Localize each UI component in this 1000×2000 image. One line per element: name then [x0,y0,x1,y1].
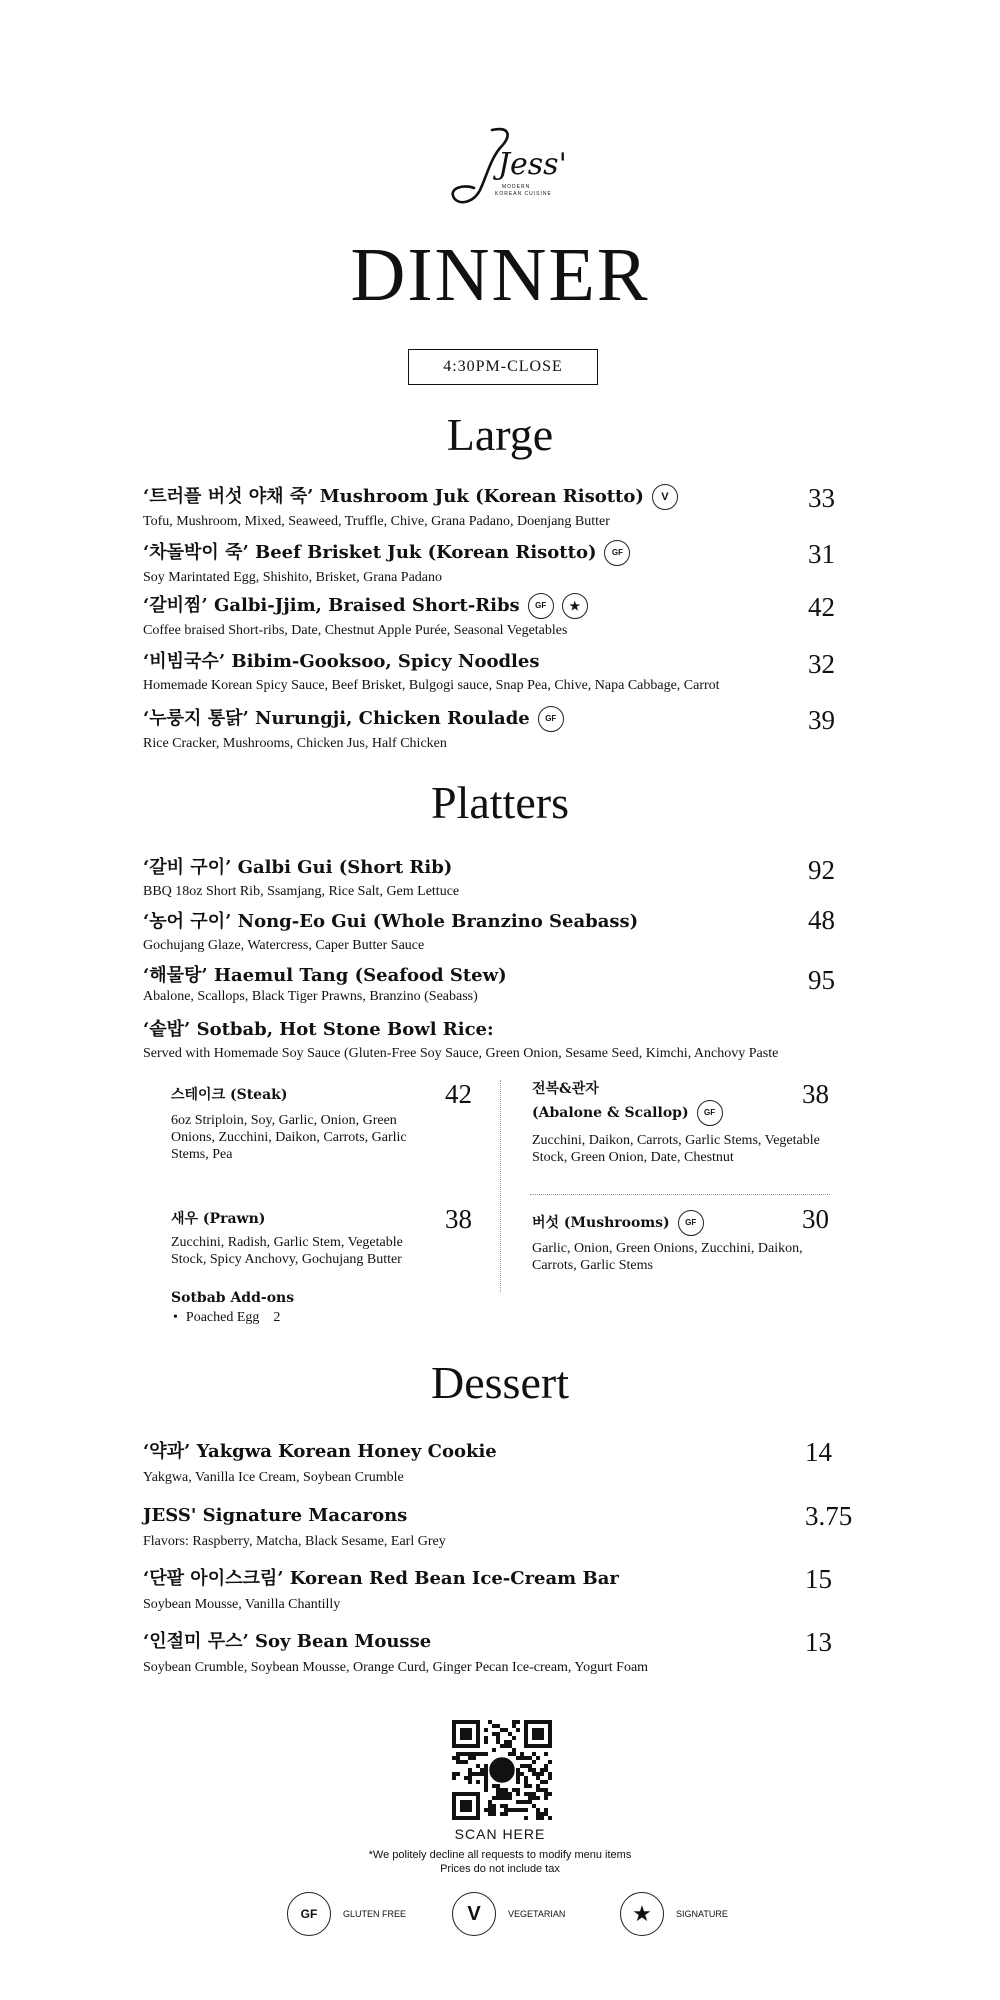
item-price: 33 [808,483,835,513]
option-name: (Abalone & Scallop) [532,1105,689,1121]
item-price: 42 [808,592,835,622]
sotbab-option [532,1080,822,1166]
gluten-free-badge-icon: GF [604,540,630,566]
item-price: 13 [805,1627,832,1657]
item-description: Served with Homemade Soy Sauce (Gluten-Free Soy Sauce, Green Onion, Sesame Seed, Kimchi, Anchovy Paste [143,1046,779,1061]
item-description: Soybean Crumble, Soybean Mousse, Orange Curd, Ginger Pecan Ice-cream, Yogurt Foam [143,1660,649,1675]
item-description: Rice Cracker, Mushrooms, Chicken Jus, Half Chicken [143,736,447,751]
menu-title: DINNER [350,233,650,317]
menu-item [143,856,863,901]
sotbab-addons [171,1290,471,1326]
item-price: 48 [808,905,835,935]
option-description: 6oz Striploin, Soy, Garlic, Onion, Green Onions, Zucchini, Daikon, Carrots, Garlic Stems, Pea [171,1113,407,1162]
item-description: Homemade Korean Spicy Sauce, Beef Brisket, Bulgogi sauce, Snap Pea, Chive, Napa Cabbage, Carrot [143,678,720,693]
item-price: 92 [808,855,835,885]
legend-signature [620,1892,728,1936]
item-description: Soy Marintated Egg, Shishito, Brisket, Grana Padano [143,570,443,585]
addon-name: Poached Egg [185,1310,260,1325]
scan-here-label: SCAN HERE [454,1826,546,1842]
menu-item [143,706,863,753]
item-description: Coffee braised Short-ribs, Date, Chestnut Apple Purée, Seasonal Vegetables [143,623,568,638]
option-description: Zucchini, Radish, Garlic Stem, Vegetable Stock, Spicy Anchovy, Gochujang Butter [171,1235,403,1267]
item-name: ‘누룽지 통닭’ Nurungji, Chicken Roulade [143,708,530,729]
hours-box: 4:30PM-CLOSE [408,349,598,385]
item-description: Yakgwa, Vanilla Ice Cream, Soybean Crumble [143,1470,404,1485]
signature-star-icon: ★ [620,1892,664,1936]
menu-item [143,910,863,955]
grid-divider-horizontal [530,1194,830,1195]
menu-item [143,1018,863,1063]
tax-note: Prices do not include tax [440,1863,560,1875]
gluten-free-badge-icon: GF [678,1210,704,1236]
logo-sub-1: MODERN [502,184,531,190]
section-heading-large: Large [446,409,554,460]
item-price: 3.75 [805,1501,853,1531]
legend-label: SIGNATURE [676,1909,728,1919]
item-name: ‘약과’ Yakgwa Korean Honey Cookie [143,1441,497,1462]
gluten-free-badge-icon: GF [528,593,554,619]
addon-item: • Poached Egg 2 [173,1310,281,1325]
gluten-free-icon: GF [287,1892,331,1936]
item-price: 31 [808,539,835,569]
item-price: 95 [808,965,835,995]
legend-label: VEGETARIAN [508,1909,566,1919]
vegetarian-badge-icon: V [652,484,678,510]
item-name: ‘솥밥’ Sotbab, Hot Stone Bowl Rice: [143,1019,494,1040]
logo-sub-2: KOREAN CUISINE [495,191,552,197]
legend-gluten-free [287,1892,406,1936]
grid-divider-vertical [500,1080,501,1292]
item-description: Abalone, Scallops, Black Tiger Prawns, Branzino (Seabass) [143,989,478,1004]
item-name: JESS' Signature Macarons [143,1505,408,1526]
legend-label: GLUTEN FREE [343,1909,407,1919]
sotbab-option [171,1210,441,1268]
item-description: Soybean Mousse, Vanilla Chantilly [143,1597,341,1612]
menu-item [143,484,863,531]
menu-item [143,1501,863,1551]
option-price: 38 [445,1204,472,1234]
item-price: 14 [805,1437,832,1467]
item-name: ‘단팥 아이스크림’ Korean Red Bean Ice-Cream Bar [143,1568,619,1589]
sotbab-option [171,1086,441,1163]
vegetarian-icon: V [452,1892,496,1936]
menu-item [143,1627,863,1677]
item-name: ‘갈비 구이’ Galbi Gui (Short Rib) [143,857,453,878]
gluten-free-badge-icon: GF [538,706,564,732]
option-price: 42 [445,1079,472,1109]
item-name: ‘갈비찜’ Galbi-Jjim, Braised Short-Ribs [143,595,520,616]
option-price: 30 [802,1204,829,1234]
menu-item [143,1437,863,1487]
item-description: BBQ 18oz Short Rib, Ssamjang, Rice Salt, Gem Lettuce [143,884,460,899]
menu-item [143,964,863,1006]
legend-vegetarian [452,1892,565,1936]
sotbab-option [532,1210,822,1274]
signature-star-icon: ★ [562,593,588,619]
item-name: ‘농어 구이’ Nong-Eo Gui (Whole Branzino Seabass) [143,911,639,932]
menu-item [143,1564,863,1614]
qr-code[interactable] [452,1720,552,1820]
item-name: ‘비빔국수’ Bibim-Gooksoo, Spicy Noodles [143,651,540,672]
option-name: 버섯 (Mushrooms) [532,1215,670,1231]
item-price: 32 [808,649,835,679]
item-name: ‘차돌박이 죽’ Beef Brisket Juk (Korean Risotto) [143,542,597,563]
item-name: ‘해물탕’ Haemul Tang (Seafood Stew) [143,965,507,986]
addon-price: 2 [273,1310,281,1325]
gluten-free-badge-icon: GF [697,1100,723,1126]
item-description: Flavors: Raspberry, Matcha, Black Sesame, Earl Grey [143,1534,446,1549]
menu-item [143,540,863,587]
restaurant-logo [440,118,570,218]
item-description: Tofu, Mushroom, Mixed, Seaweed, Truffle, Chive, Grana Padano, Doenjang Butter [143,514,610,529]
item-price: 15 [805,1564,832,1594]
item-description: Gochujang Glaze, Watercress, Caper Butter Sauce [143,938,425,953]
item-price: 39 [808,705,835,735]
option-description: Zucchini, Daikon, Carrots, Garlic Stems, Vegetable Stock, Green Onion, Date, Chestnut [532,1133,820,1165]
section-heading-dessert: Dessert [431,1357,569,1408]
option-price: 38 [802,1079,829,1109]
modify-note: *We politely decline all requests to modify menu items [368,1849,632,1861]
option-description: Garlic, Onion, Green Onions, Zucchini, Daikon, Carrots, Garlic Stems [532,1241,803,1273]
addons-title: Sotbab Add-ons [171,1290,295,1306]
logo-script: Jess' [498,147,567,182]
menu-item [143,593,863,640]
item-name: ‘트러플 버섯 야채 죽’ Mushroom Juk (Korean Risotto) [143,486,644,507]
option-name: 새우 (Prawn) [171,1211,266,1227]
footer-note [0,1848,1000,1876]
section-heading-platters: Platters [431,777,569,828]
menu-item [143,650,863,695]
option-name-korean: 전복&관자 [532,1081,599,1097]
option-name: 스테이크 (Steak) [171,1087,288,1103]
item-name: ‘인절미 무스’ Soy Bean Mousse [143,1631,432,1652]
